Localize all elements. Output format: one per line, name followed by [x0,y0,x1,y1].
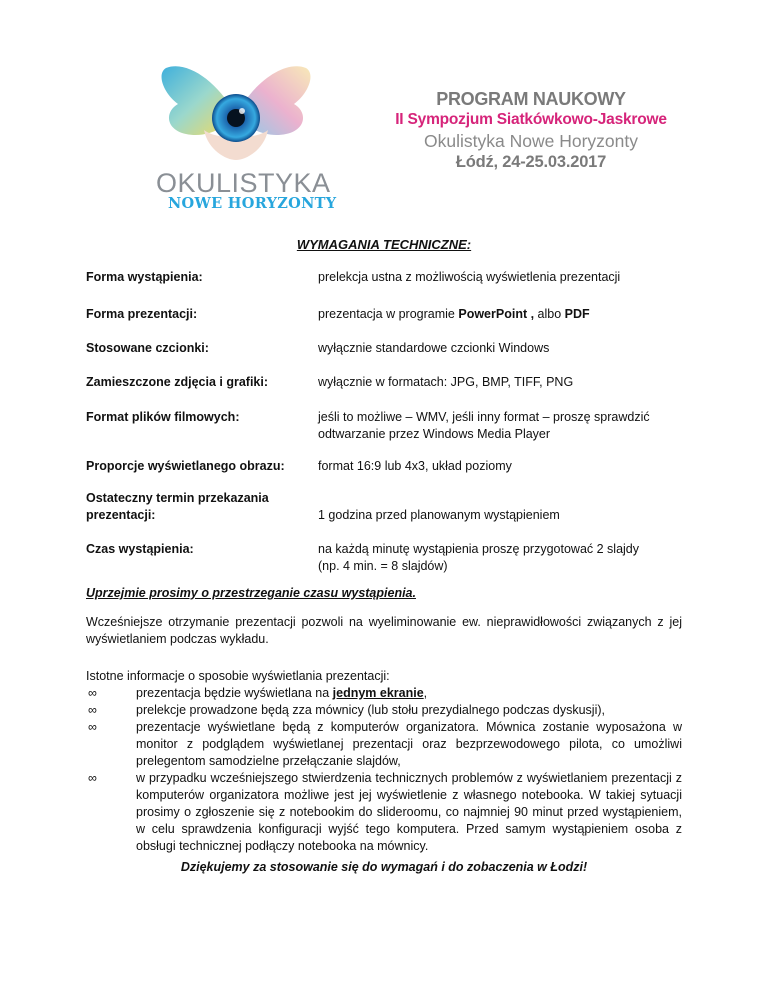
infinity-bullet-icon: ∞ [88,686,97,700]
spec-value [318,541,688,575]
spec-label: Forma prezentacji: [86,307,198,321]
program-title: PROGRAM NAUKOWY [436,89,626,109]
info-heading: Istotne informacje o sposobie wyświetlania prezentacji: [86,669,390,683]
list-item-text: w przypadku wcześniejszego stwierdzenia technicznych problemów z wyświetlaniem prezentacji z komputerów organizatora możliwe jest jej wyświetlenie z własnego notebooka. W takiej sytuacji prosimy o zgłoszenie się z notebookim do slideroomu, co najmniej 90 minut przed wystąpieniem, w celu sprawdzenia konfiguracji wyjść tego komputera. Przed samym wystąpieniem osoba z obsługi technicznej podłączy notebooka na mównicy. [136,771,682,853]
intro-paragraph: Wcześniejsze otrzymanie prezentacji pozwoli na wyeliminowanie ew. nieprawidłowości związanych z jej wyświetlaniem podczas wykładu. [86,615,682,646]
spec-value-line: jeśli to możliwe – WMV, jeśli inny format – proszę sprawdzić [318,410,650,424]
logo [156,60,337,212]
spec-value: format 16:9 lub 4x3, układ poziomy [318,459,512,473]
infinity-bullet-icon: ∞ [88,720,97,734]
spec-value: 1 godzina przed planowanym wystąpieniem [318,508,560,522]
spec-value: wyłącznie standardowe czcionki Windows [318,341,550,355]
list-item-text: , [423,686,428,700]
document-header [366,88,696,173]
spec-label [86,490,306,524]
spec-value-line: (np. 4 min. = 8 slajdów) [318,559,448,573]
spec-label: Format plików filmowych: [86,410,240,424]
infinity-bullet-icon: ∞ [88,771,97,785]
symposium-title: II Sympozjum Siatkówkowo-Jaskrowe [395,111,667,128]
spec-value [318,409,688,443]
spec-label: Czas wystąpienia: [86,542,194,556]
spec-value-bold: PowerPoint , [458,307,535,321]
spec-value-text: albo [534,307,565,321]
requirements-heading: WYMAGANIA TECHNICZNE: [296,237,472,252]
list-item-emphasis: jednym ekranie [332,686,424,700]
spec-value-text: prezentacja w programie [318,307,459,321]
butterfly-eye-logo-icon [156,60,316,168]
event-date: Łódź, 24-25.03.2017 [455,153,607,171]
spec-value-line: odtwarzanie przez Windows Media Player [318,427,551,441]
time-notice: Uprzejmie prosimy o przestrzeganie czasu wystąpienia. [86,586,416,600]
infinity-bullet-icon: ∞ [88,703,97,717]
list-item [86,770,682,855]
list-item [86,685,682,702]
logo-tagline: NOWE HORYZONTY [168,195,337,212]
list-item-text: prezentacja będzie wyświetlana na [136,686,333,700]
closing-message: Dziękujemy za stosowanie się do wymagań i do zobaczenia w Łodzi! [180,860,588,874]
event-subtitle: Okulistyka Nowe Horyzonty [424,131,638,151]
logo-wordmark: OKULISTYKA [156,168,331,198]
spec-value [318,306,688,323]
spec-label-line: Ostateczny termin przekazania [86,491,269,505]
spec-value-line: na każdą minutę wystąpienia proszę przygotować 2 slajdy [318,542,640,556]
spec-value: wyłącznie w formatach: JPG, BMP, TIFF, PNG [318,375,574,389]
spec-label: Forma wystąpienia: [86,270,203,284]
spec-label: Zamieszczone zdjęcia i grafiki: [86,375,269,389]
list-item [86,719,682,770]
info-list [86,685,682,855]
spec-value: prelekcja ustna z możliwością wyświetlenia prezentacji [318,270,621,284]
spec-label: Proporcje wyświetlanego obrazu: [86,459,285,473]
spec-value-bold: PDF [564,307,590,321]
spec-label-line: prezentacji: [86,508,156,522]
list-item-text: prelekcje prowadzone będą zza mównicy (lub stołu prezydialnego podczas dyskusji), [136,703,605,717]
list-item-text: prezentacje wyświetlane będą z komputerów organizatora. Mównica zostanie wyposażona w monitor z podglądem wyświetlanej prezentacji oraz bezprzewodowego pilota, co umożliwi prelegentom samodzielne przełączanie slajdów, [136,720,682,768]
list-item [86,702,682,719]
spec-label: Stosowane czcionki: [86,341,209,355]
